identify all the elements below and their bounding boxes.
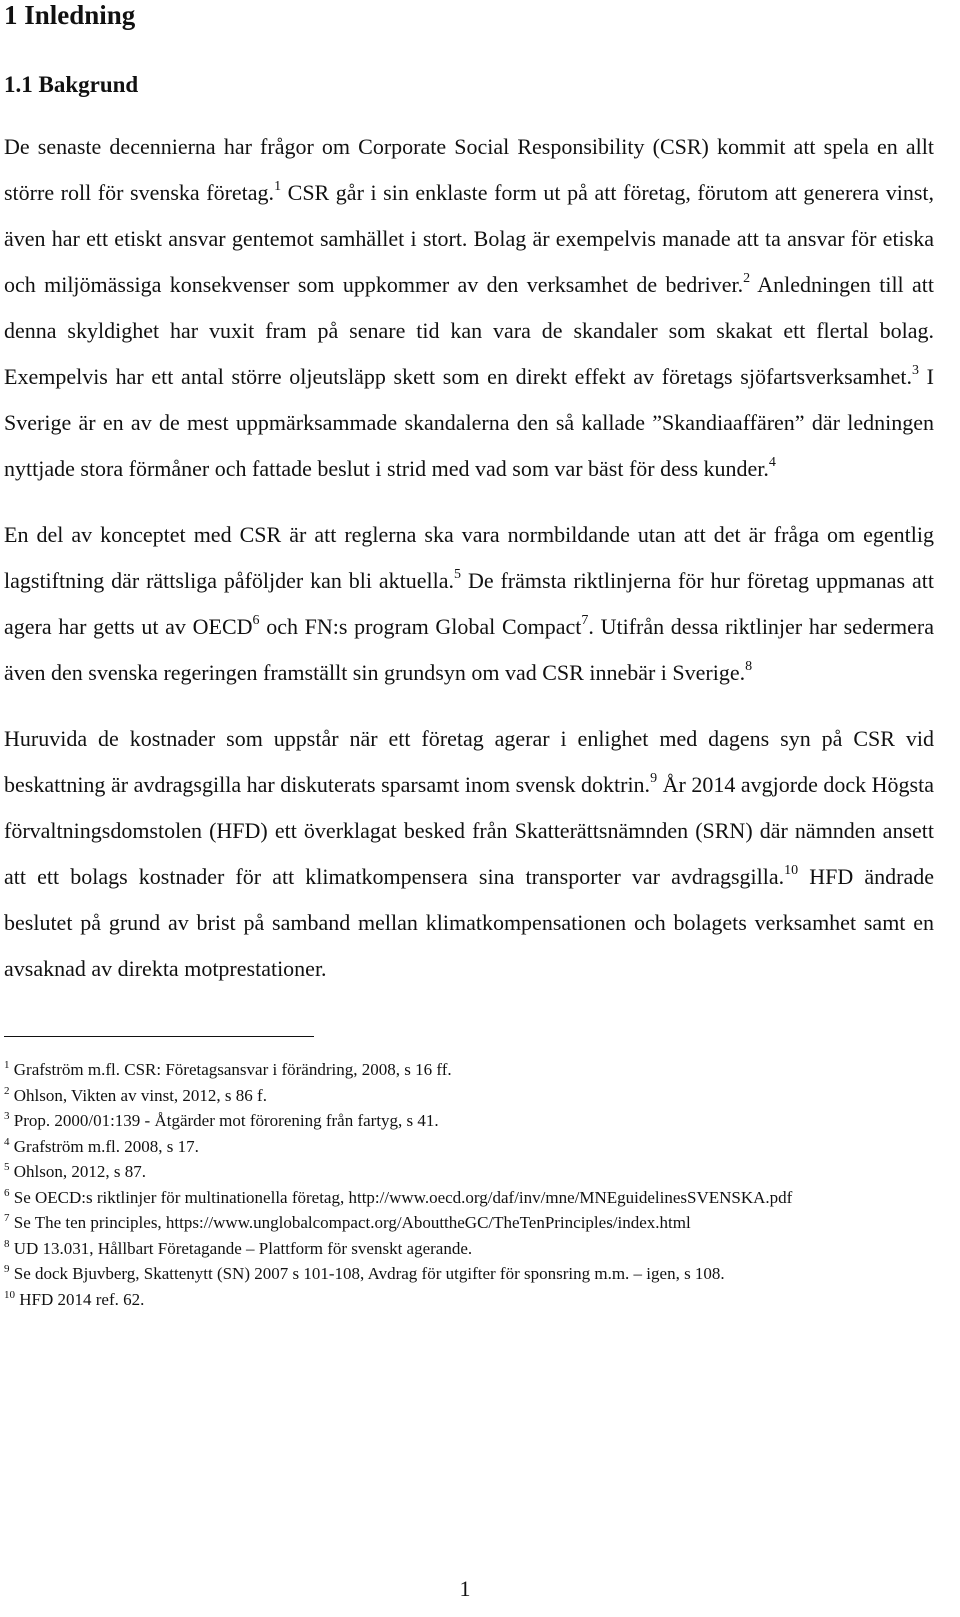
footnote-number: 3 bbox=[4, 1110, 10, 1122]
footnote-9 bbox=[4, 1261, 934, 1287]
text-segment: och FN:s program Global Compact bbox=[259, 614, 582, 639]
footnote-ref: 8 bbox=[745, 659, 753, 674]
footnote-ref: 2 bbox=[743, 271, 751, 286]
footnote-7 bbox=[4, 1210, 934, 1236]
footnote-text: UD 13.031, Hållbart Företagande – Plattform för svenskt agerande. bbox=[9, 1238, 473, 1258]
text-segment: . Utifrån dessa riktlinjer har sedermera även den svenska regeringen framställt sin grundsyn om vad CSR innebär i Sverige. bbox=[4, 614, 935, 685]
footnote-6 bbox=[4, 1185, 934, 1211]
footnote-text: Se dock Bjuvberg, Skattenytt (SN) 2007 s 101-108, Avdrag för utgifter för sponsring m.m. – igen, s 108. bbox=[9, 1264, 725, 1283]
footnote-4 bbox=[4, 1134, 934, 1160]
footnote-text: Se The ten principles, https://www.unglobalcompact.org/AbouttheGC/TheTenPrinciples/index.html bbox=[9, 1213, 691, 1232]
footnote-3 bbox=[4, 1108, 934, 1134]
paragraph-3 bbox=[4, 716, 934, 992]
page-number: 1 bbox=[459, 1576, 471, 1601]
footnote-5 bbox=[4, 1159, 934, 1185]
footnote-ref: 4 bbox=[768, 455, 776, 470]
text-segment: Anledningen till att denna skyldighet har vuxit fram på senare tid kan vara de skandaler som skakat ett flertal bolag. Exempelvis har ett antal större oljeutsläpp skett som en direkt effekt av företags sjöfartsverksamhet. bbox=[4, 272, 934, 389]
footnote-text: Grafström m.fl. 2008, s 17. bbox=[9, 1136, 199, 1156]
chapter-heading: 1 Inledning bbox=[4, 0, 136, 30]
text-segment: HFD ändrade beslutet på grund av brist på samband mellan klimatkompensationen och bolagets verksamhet samt en avsaknad av direkta motprestationer. bbox=[4, 864, 934, 981]
footnote-ref: 7 bbox=[581, 613, 589, 628]
footnote-text: HFD 2014 ref. 62. bbox=[15, 1289, 145, 1309]
footnote-2 bbox=[4, 1083, 934, 1109]
footnote-number: 7 bbox=[4, 1212, 10, 1224]
footnote-separator bbox=[4, 1036, 314, 1037]
text-segment: CSR går i sin enklaste form ut på att företag, förutom att generera vinst, även har ett etiskt ansvar gentemot samhället i stort. Bolag är exempelvis manade att ta ansvar för etiska och miljömässiga konsekvenser som uppkommer av den verksamhet de bedriver. bbox=[4, 180, 934, 297]
footnote-ref: 6 bbox=[252, 613, 260, 628]
footnote-number: 2 bbox=[4, 1084, 10, 1097]
footnote-ref: 10 bbox=[784, 863, 799, 878]
text-segment: Huruvida de kostnader som uppstår när ett företag agerar i enlighet med dagens syn på CSR vid beskattning är avdragsgilla har diskuterats sparsamt inom svensk doktrin. bbox=[4, 726, 934, 797]
paragraph-2 bbox=[4, 512, 934, 696]
footnote-number: 1 bbox=[4, 1059, 10, 1071]
footnote-ref: 1 bbox=[274, 179, 282, 194]
text-segment: De senaste decennierna har frågor om Corporate Social Responsibility (CSR) kommit att spela en allt större roll för svenska företag. bbox=[4, 134, 934, 205]
footnote-number: 4 bbox=[4, 1135, 10, 1148]
footnote-text: Se OECD:s riktlinjer för multinationella företag, http://www.oecd.org/daf/inv/mne/MNEguidelinesSVENSKA.pdf bbox=[9, 1187, 793, 1207]
footnotes bbox=[4, 1057, 934, 1312]
section-heading: 1.1 Bakgrund bbox=[4, 72, 139, 97]
document-page bbox=[4, 0, 934, 1312]
footnote-number: 9 bbox=[4, 1263, 10, 1275]
footnote-text: Grafström m.fl. CSR: Företagsansvar i förändring, 2008, s 16 ff. bbox=[9, 1060, 452, 1079]
text-segment: I Sverige är en av de mest uppmärksammade skandalerna den så kallade ”Skandiaaffären” där ledningen nyttjade stora förmåner och fattade beslut i strid med vad som var bäst för dess kunder. bbox=[4, 364, 934, 481]
footnote-text: Ohlson, Vikten av vinst, 2012, s 86 f. bbox=[9, 1085, 267, 1105]
footnote-10 bbox=[4, 1287, 934, 1313]
footnote-ref: 9 bbox=[650, 771, 658, 786]
footnote-number: 8 bbox=[4, 1237, 10, 1250]
text-segment: År 2014 avgjorde dock Högsta förvaltningsdomstolen (HFD) ett överklagat besked från Skatterättsnämnden (SRN) där nämnden ansett att ett bolags kostnader för att klimatkompensera sina transporter var avdragsgilla. bbox=[4, 772, 934, 889]
footnote-8 bbox=[4, 1236, 934, 1262]
paragraph-1 bbox=[4, 124, 934, 492]
body-text bbox=[4, 124, 934, 992]
text-segment: De främsta riktlinjerna för hur företag uppmanas att agera har getts ut av OECD bbox=[4, 568, 934, 639]
footnote-text: Ohlson, 2012, s 87. bbox=[9, 1162, 146, 1181]
footnote-ref: 3 bbox=[911, 363, 919, 378]
footnote-ref: 5 bbox=[454, 567, 462, 582]
text-segment: En del av konceptet med CSR är att reglerna ska vara normbildande utan att det är fråga om egentlig lagstiftning där rättsliga påföljder kan bli aktuella. bbox=[4, 522, 934, 593]
footnote-number: 10 bbox=[4, 1288, 15, 1301]
footnote-1 bbox=[4, 1057, 934, 1083]
footnote-text: Prop. 2000/01:139 - Åtgärder mot förorening från fartyg, s 41. bbox=[9, 1111, 439, 1130]
footnote-number: 5 bbox=[4, 1161, 10, 1173]
footnote-number: 6 bbox=[4, 1186, 10, 1199]
